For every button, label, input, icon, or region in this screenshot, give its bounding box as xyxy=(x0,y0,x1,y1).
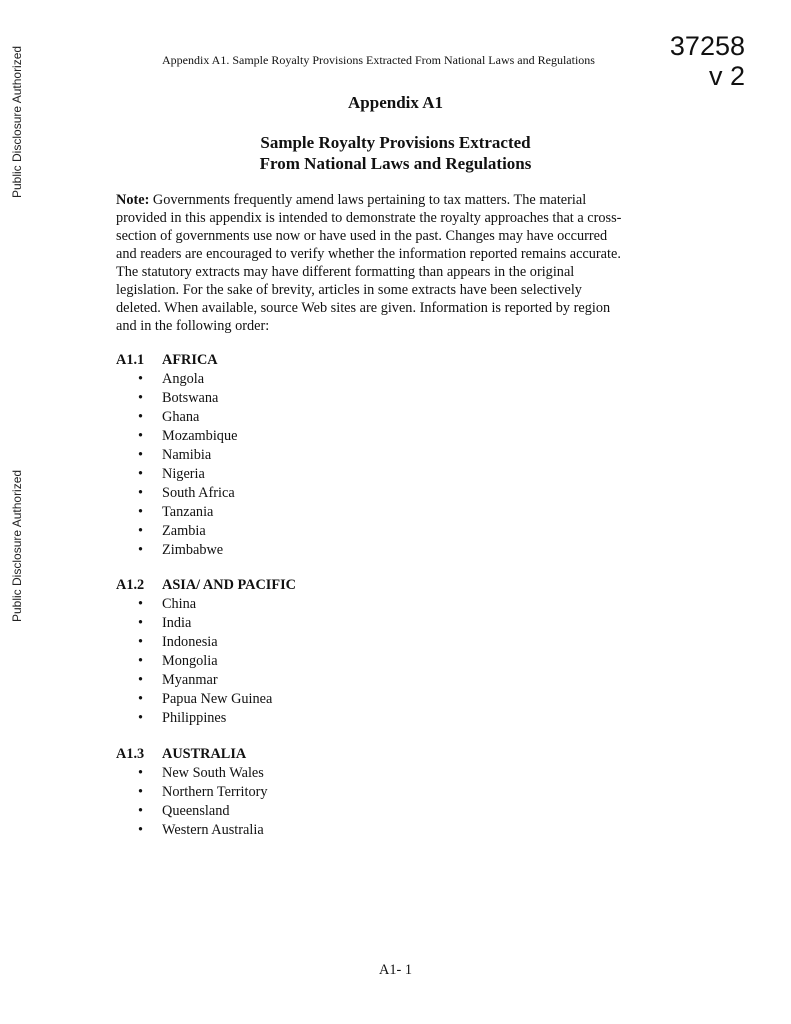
section-number: A1.3 xyxy=(116,746,145,762)
list-item: • Tanzania xyxy=(116,503,237,522)
list-item: • Western Australia xyxy=(116,821,268,840)
section-title: AFRICA xyxy=(162,352,218,368)
document-version: v 2 xyxy=(708,61,745,91)
section-title: AUSTRALIA xyxy=(162,746,247,762)
list-item: • Nigeria xyxy=(116,465,237,484)
note-text: Governments frequently amend laws pertaining to tax matters. The material xyxy=(149,192,587,208)
note-line: The statutory extracts may have different formatting than appears in the original xyxy=(116,264,575,280)
note-line: and readers are encouraged to verify whether the information reported remains accurate. xyxy=(116,246,621,262)
subtitle-line-2: From National Laws and Regulations xyxy=(259,154,532,173)
list-item: • New South Wales xyxy=(116,764,268,783)
note-line: and in the following order: xyxy=(116,318,270,334)
subtitle-line-1: Sample Royalty Provisions Extracted xyxy=(260,133,531,152)
list-item: • Ghana xyxy=(116,408,237,427)
section-africa xyxy=(116,351,237,560)
list-item: • Zambia xyxy=(116,522,237,541)
list-item: • Northern Territory xyxy=(116,783,268,802)
document-number: 37258 xyxy=(669,31,745,61)
list-item: • South Africa xyxy=(116,484,237,503)
list-item: • Mongolia xyxy=(116,652,296,671)
list-item: • Zimbabwe xyxy=(116,541,237,560)
list-item: • Indonesia xyxy=(116,633,296,652)
section-heading xyxy=(116,576,296,595)
side-disclosure-label: Public Disclosure Authorized xyxy=(10,45,24,198)
list-item: • Papua New Guinea xyxy=(116,690,296,709)
section-title: ASIA/ AND PACIFIC xyxy=(162,577,296,593)
section-heading xyxy=(116,745,268,764)
section-asia-pacific xyxy=(116,576,296,728)
note-line: section of governments use now or have used in the past. Changes may have occurred xyxy=(116,228,608,244)
side-disclosure-label: Public Disclosure Authorized xyxy=(10,469,24,622)
note-line: deleted. When available, source Web sites are given. Information is reported by region xyxy=(116,300,611,316)
page-number: A1- 1 xyxy=(379,962,412,978)
country-list xyxy=(116,595,296,728)
page-title: Appendix A1 xyxy=(348,93,443,112)
list-item: • Myanmar xyxy=(116,671,296,690)
note-line xyxy=(116,191,676,209)
list-item: • Botswana xyxy=(116,389,237,408)
list-item: • Mozambique xyxy=(116,427,237,446)
state-list xyxy=(116,764,268,840)
note-paragraph xyxy=(116,191,676,335)
note-label: Note: xyxy=(116,192,150,208)
document-id-stamp xyxy=(670,31,745,91)
country-list xyxy=(116,370,237,560)
note-line: legislation. For the sake of brevity, articles in some extracts have been selectively xyxy=(116,282,582,298)
list-item: • Queensland xyxy=(116,802,268,821)
list-item: • Angola xyxy=(116,370,237,389)
note-line: provided in this appendix is intended to demonstrate the royalty approaches that a cross- xyxy=(116,210,622,226)
section-number: A1.2 xyxy=(116,577,145,593)
section-heading xyxy=(116,351,237,370)
section-australia xyxy=(116,745,268,840)
list-item: • Philippines xyxy=(116,709,296,728)
section-number: A1.1 xyxy=(116,352,145,368)
list-item: • India xyxy=(116,614,296,633)
list-item: • China xyxy=(116,595,296,614)
list-item: • Namibia xyxy=(116,446,237,465)
running-header: Appendix A1. Sample Royalty Provisions Extracted From National Laws and Regulations xyxy=(162,53,595,67)
